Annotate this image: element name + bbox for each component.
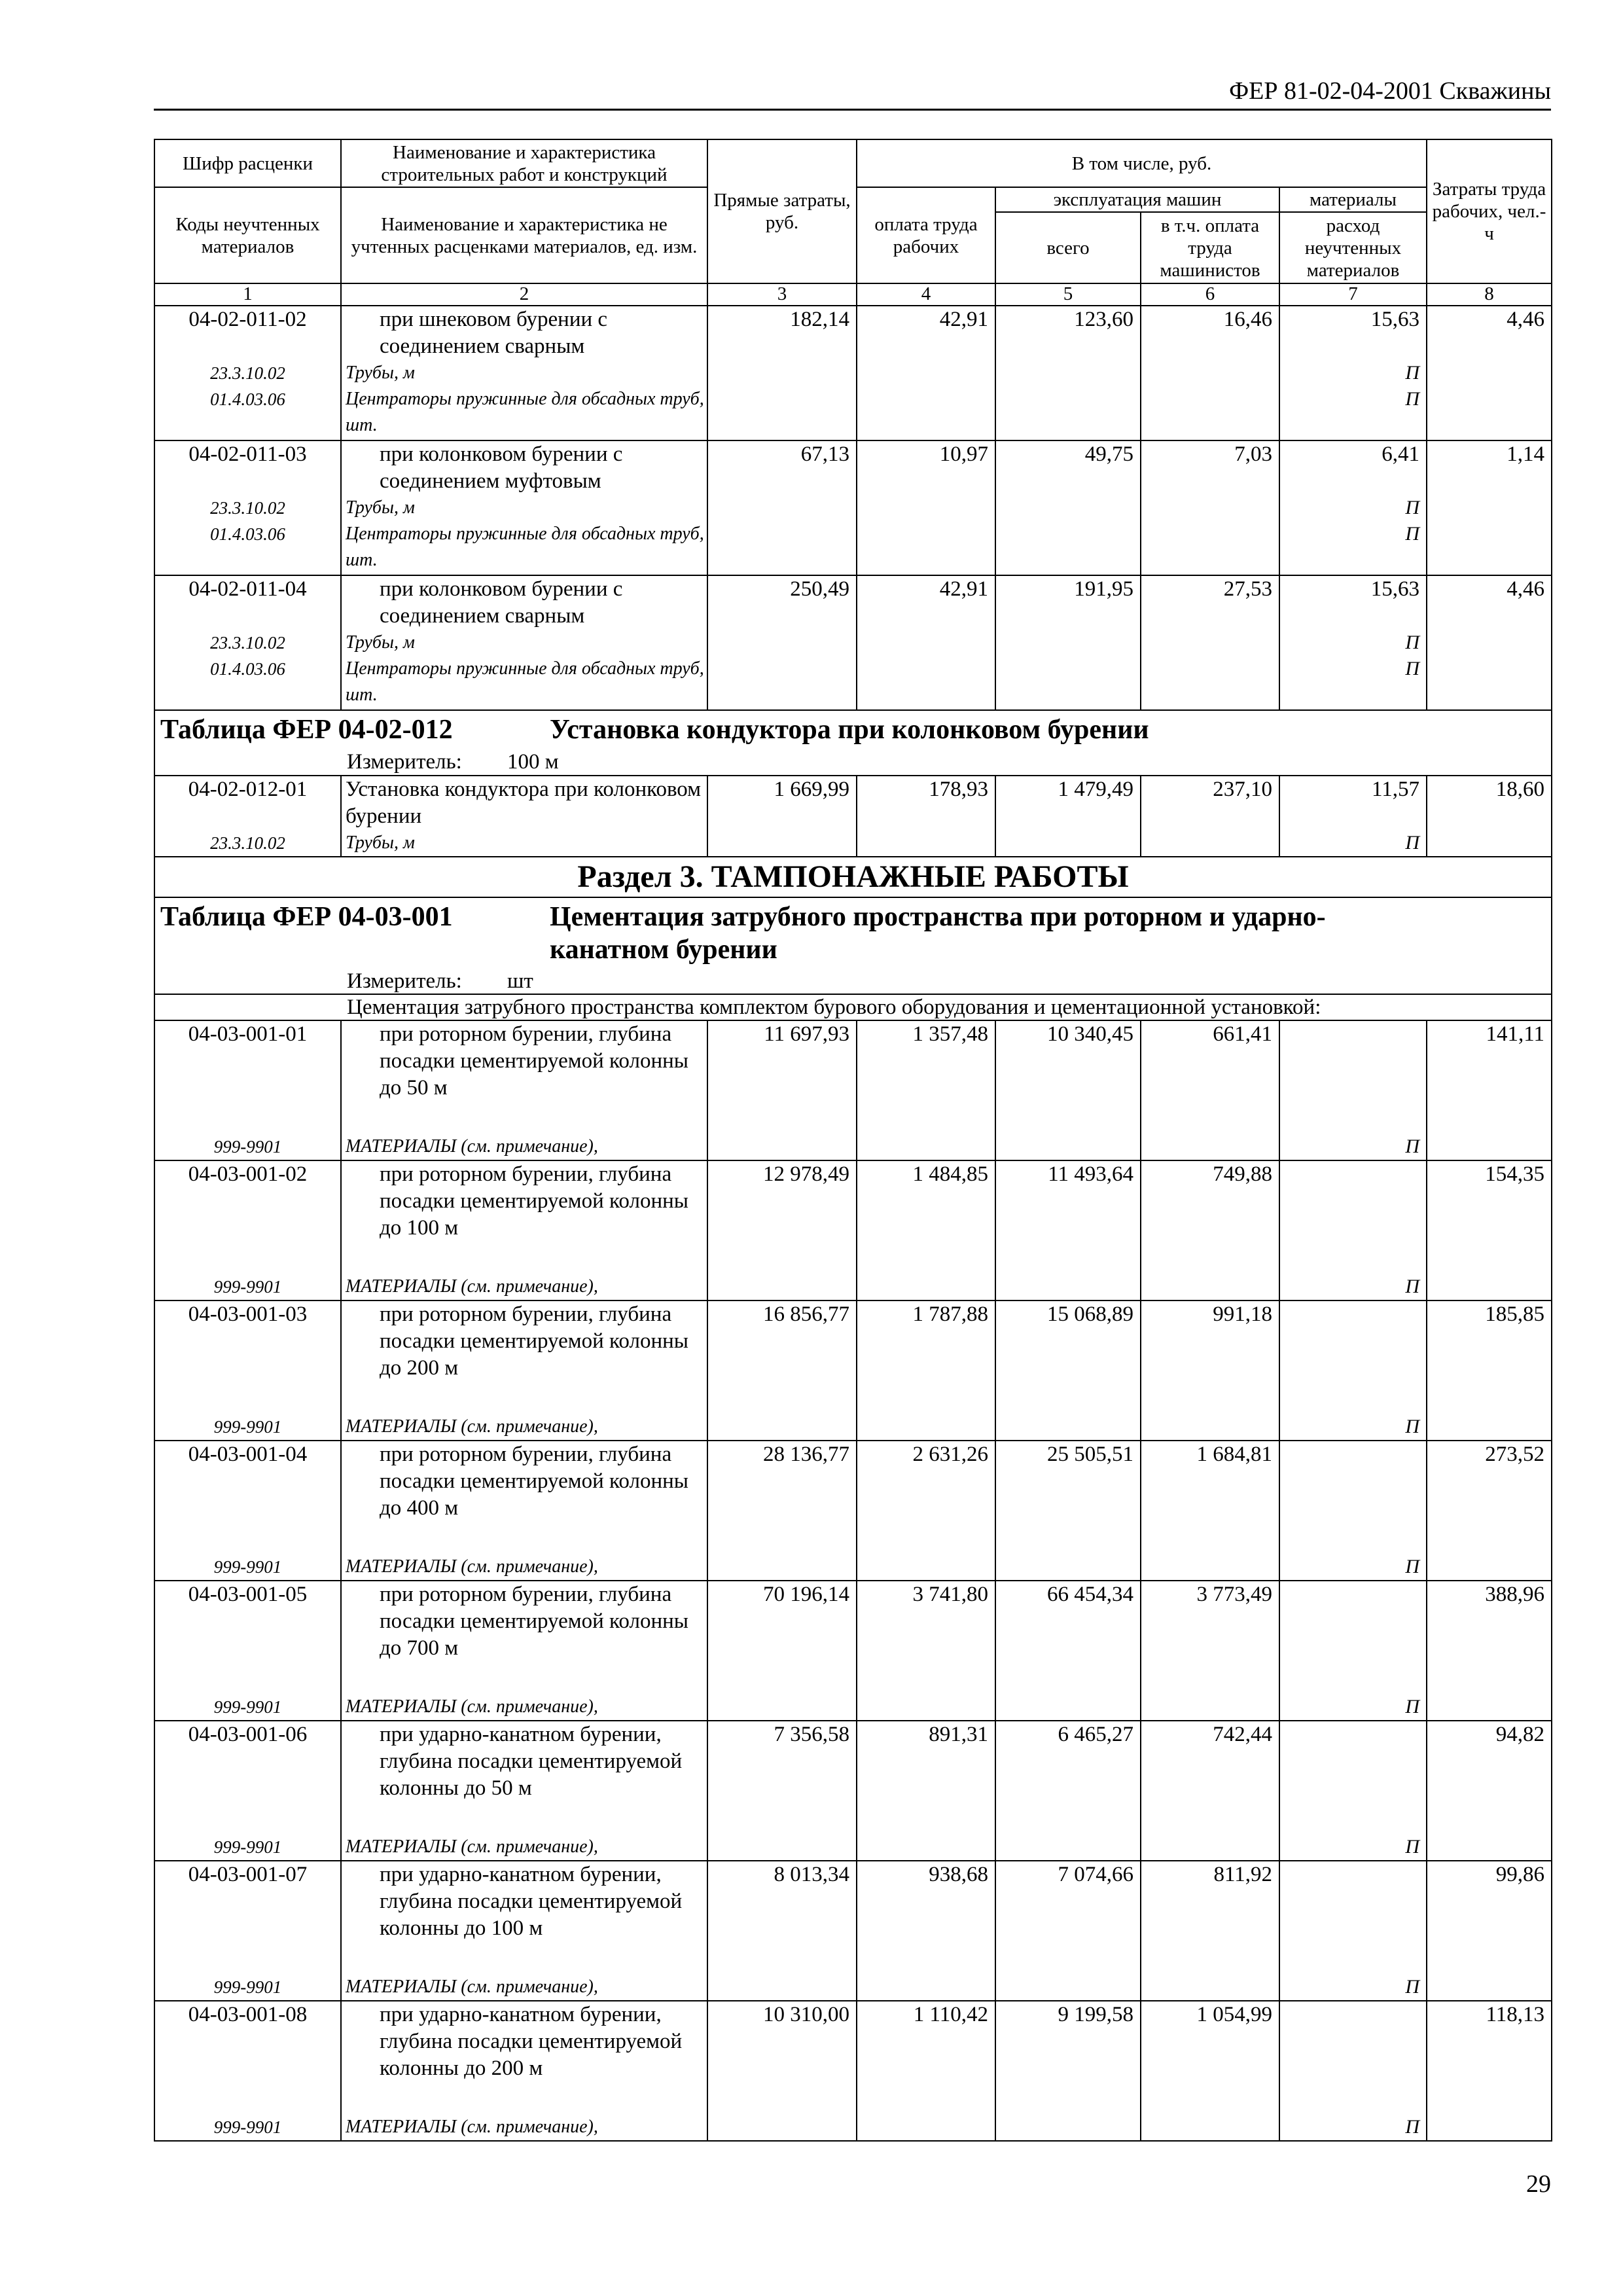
machinist-pay: 16,46: [1141, 306, 1279, 440]
material-flag: П: [1405, 388, 1419, 410]
machinist-pay: 749,88: [1141, 1160, 1279, 1300]
labor-hours: 94,82: [1427, 1721, 1552, 1861]
table-row: [154, 575, 1552, 710]
direct-costs: 8 013,34: [707, 1861, 857, 2001]
machines-total: 9 199,58: [995, 2001, 1141, 2141]
table-row: [154, 1721, 1552, 1861]
labor-hours: 1,14: [1427, 440, 1552, 575]
direct-costs: 16 856,77: [707, 1300, 857, 1441]
material-code: 23.3.10.02: [210, 633, 285, 653]
labor-hours: 99,86: [1427, 1861, 1552, 2001]
material-code: 999-9901: [213, 1837, 282, 1857]
machinist-pay: 7,03: [1141, 440, 1279, 575]
measure-row: [154, 749, 1552, 776]
table-row: [154, 440, 1552, 575]
material-flag: П: [1405, 2116, 1419, 2138]
machines-total: 7 074,66: [995, 1861, 1141, 2001]
rate-code: 04-03-001-07: [188, 1863, 308, 1886]
table-title-row: [154, 897, 1552, 969]
rate-code: 04-03-001-02: [188, 1162, 308, 1186]
worker-pay: 3 741,80: [857, 1581, 995, 1721]
rate-name: при роторном бурении, глубина посадки цементируемой колонны до 400 м: [380, 1443, 688, 1520]
labor-hours: 388,96: [1427, 1581, 1552, 1721]
worker-pay: 1 787,88: [857, 1300, 995, 1441]
col-number: 5: [995, 283, 1141, 306]
direct-costs: 182,14: [707, 306, 857, 440]
machines-total: 66 454,34: [995, 1581, 1141, 1721]
col-material-names-header: Наименование и характеристика не учтенных расценками материалов, ед. изм.: [341, 187, 707, 283]
material-code: 999-9901: [213, 2117, 282, 2137]
machinist-pay: 811,92: [1141, 1861, 1279, 2001]
col-group-header: В том числе, руб.: [857, 139, 1427, 187]
measure-label: Измеритель:: [347, 750, 462, 774]
material-name: Трубы, м: [346, 497, 415, 518]
col-material-consumption: расход неучтенных материалов: [1279, 212, 1427, 283]
labor-hours: 141,11: [1427, 1020, 1552, 1160]
material-code: 999-9901: [213, 1277, 282, 1297]
rate-code: 04-02-011-03: [188, 442, 307, 466]
machines-total: 10 340,45: [995, 1020, 1141, 1160]
rate-name: при роторном бурении, глубина посадки цементируемой колонны до 700 м: [380, 1583, 688, 1660]
col-machines-total: всего: [995, 212, 1141, 283]
col-number: 3: [707, 283, 857, 306]
material-code: 23.3.10.02: [210, 498, 285, 518]
worker-pay: 1 110,42: [857, 2001, 995, 2141]
rates-table: [154, 139, 1552, 2142]
rate-code: 04-03-001-04: [188, 1443, 308, 1466]
rate-code: 04-02-011-02: [188, 308, 307, 331]
col-number: 2: [341, 283, 707, 306]
machines-total: 11 493,64: [995, 1160, 1141, 1300]
col-code-header: Шифр расценки: [154, 139, 341, 187]
direct-costs: 12 978,49: [707, 1160, 857, 1300]
worker-pay: 42,91: [857, 575, 995, 710]
page-number: 29: [1526, 2170, 1551, 2198]
rate-code: 04-03-001-08: [188, 2003, 308, 2026]
material-name: МАТЕРИАЛЫ (см. примечание),: [346, 1416, 598, 1437]
machines-total: 25 505,51: [995, 1441, 1141, 1581]
material-flag: П: [1405, 1416, 1419, 1437]
machines-total: 1 479,49: [995, 776, 1141, 857]
material-code: 999-9901: [213, 1557, 282, 1577]
table-row: [154, 306, 1552, 440]
material-code: 999-9901: [213, 1417, 282, 1437]
labor-hours: 154,35: [1427, 1160, 1552, 1300]
materials-value: 11,57: [1371, 778, 1419, 801]
rate-code: 04-03-001-01: [188, 1022, 308, 1046]
materials-value: 15,63: [1370, 308, 1419, 331]
rate-name: при колонковом бурении с соединением муфтовым: [380, 442, 623, 493]
rate-name: при шнековом бурении с соединением сварным: [380, 308, 608, 358]
col-name-header: Наименование и характеристика строительных работ и конструкций: [341, 139, 707, 187]
material-code: 23.3.10.02: [210, 833, 285, 853]
rate-name: при ударно-канатном бурении, глубина посадки цементируемой колонны до 100 м: [380, 1863, 683, 1940]
material-name: МАТЕРИАЛЫ (см. примечание),: [346, 1696, 598, 1717]
machinist-pay: 1 054,99: [1141, 2001, 1279, 2141]
machinist-pay: 742,44: [1141, 1721, 1279, 1861]
rate-name: при ударно-канатном бурении, глубина посадки цементируемой колонны до 200 м: [380, 2003, 683, 2080]
material-flag: П: [1405, 362, 1419, 384]
direct-costs: 70 196,14: [707, 1581, 857, 1721]
direct-costs: 11 697,93: [707, 1020, 857, 1160]
rate-name: при роторном бурении, глубина посадки цементируемой колонны до 100 м: [380, 1162, 688, 1240]
material-name: МАТЕРИАЛЫ (см. примечание),: [346, 1556, 598, 1577]
material-name: Центраторы пружинные для обсадных труб, шт.: [346, 524, 704, 570]
material-code: 01.4.03.06: [210, 524, 285, 544]
rate-name: при роторном бурении, глубина посадки цементируемой колонны до 200 м: [380, 1302, 688, 1380]
worker-pay: 2 631,26: [857, 1441, 995, 1581]
col-worker-pay: оплата труда рабочих: [857, 187, 995, 283]
material-code: 999-9901: [213, 1977, 282, 1997]
table-row: [154, 1160, 1552, 1300]
material-name: Трубы, м: [346, 833, 415, 853]
col-number: 1: [154, 283, 341, 306]
direct-costs: 67,13: [707, 440, 857, 575]
material-flag: П: [1405, 1836, 1419, 1857]
labor-hours: 4,46: [1427, 575, 1552, 710]
material-flag: П: [1405, 497, 1419, 518]
material-code: 23.3.10.02: [210, 363, 285, 383]
table-row: [154, 1581, 1552, 1721]
machinist-pay: 1 684,81: [1141, 1441, 1279, 1581]
material-name: Центраторы пружинные для обсадных труб, шт.: [346, 658, 704, 705]
material-flag: П: [1405, 832, 1419, 853]
material-code: 999-9901: [213, 1137, 282, 1157]
machines-total: 15 068,89: [995, 1300, 1141, 1441]
col-direct-costs: Прямые затраты, руб.: [707, 139, 857, 283]
table-title: Цементация затрубного пространства при роторном и ударно-канатном бурении: [550, 902, 1326, 965]
direct-costs: 1 669,99: [707, 776, 857, 857]
material-flag: П: [1405, 1556, 1419, 1577]
material-flag: П: [1405, 523, 1419, 545]
material-name: Трубы, м: [346, 363, 415, 383]
machinist-pay: 27,53: [1141, 575, 1279, 710]
material-code: 01.4.03.06: [210, 389, 285, 409]
worker-pay: 938,68: [857, 1861, 995, 2001]
material-name: Центраторы пружинные для обсадных труб, шт.: [346, 389, 704, 435]
table-title-row: [154, 710, 1552, 749]
rate-code: 04-03-001-05: [188, 1583, 308, 1606]
table-row: [154, 776, 1552, 857]
machinist-pay: 3 773,49: [1141, 1581, 1279, 1721]
col-number: 4: [857, 283, 995, 306]
table-row: [154, 1020, 1552, 1160]
table-row: [154, 1300, 1552, 1441]
rate-name: при ударно-канатном бурении, глубина посадки цементируемой колонны до 50 м: [380, 1723, 683, 1800]
measure-label: Измеритель:: [347, 969, 462, 993]
col-machinist-pay: в т.ч. оплата труда машинистов: [1141, 212, 1279, 283]
measure-unit: шт: [507, 969, 533, 993]
machines-total: 49,75: [995, 440, 1141, 575]
material-code: 01.4.03.06: [210, 659, 285, 679]
worker-pay: 178,93: [857, 776, 995, 857]
material-code: 999-9901: [213, 1697, 282, 1717]
machines-total: 123,60: [995, 306, 1141, 440]
rate-name: при колонковом бурении с соединением сварным: [380, 577, 623, 628]
material-flag: П: [1405, 1276, 1419, 1297]
material-flag: П: [1405, 658, 1419, 679]
worker-pay: 10,97: [857, 440, 995, 575]
worker-pay: 1 357,48: [857, 1020, 995, 1160]
col-number: 8: [1427, 283, 1552, 306]
worker-pay: 891,31: [857, 1721, 995, 1861]
material-name: МАТЕРИАЛЫ (см. примечание),: [346, 1276, 598, 1297]
machines-total: 191,95: [995, 575, 1141, 710]
material-flag: П: [1405, 1976, 1419, 1998]
machines-total: 6 465,27: [995, 1721, 1141, 1861]
worker-pay: 42,91: [857, 306, 995, 440]
col-labor-hours: Затраты труда рабочих, чел.-ч: [1427, 139, 1552, 283]
labor-hours: 4,46: [1427, 306, 1552, 440]
machinist-pay: 661,41: [1141, 1020, 1279, 1160]
machinist-pay: 991,18: [1141, 1300, 1279, 1441]
machinist-pay: 237,10: [1141, 776, 1279, 857]
materials-value: 6,41: [1382, 442, 1419, 466]
worker-pay: 1 484,85: [857, 1160, 995, 1300]
rate-code: 04-03-001-03: [188, 1302, 308, 1326]
materials-value: 15,63: [1370, 577, 1419, 601]
section-title: Раздел 3. ТАМПОНАЖНЫЕ РАБОТЫ: [154, 857, 1552, 897]
table-row: [154, 1861, 1552, 2001]
measure-unit: 100 м: [507, 750, 559, 774]
table-title: Установка кондуктора при колонковом бурении: [550, 715, 1149, 745]
rate-code: 04-02-011-04: [188, 577, 307, 601]
material-flag: П: [1405, 1696, 1419, 1717]
material-name: МАТЕРИАЛЫ (см. примечание),: [346, 2117, 598, 2137]
col-number: 7: [1279, 283, 1427, 306]
direct-costs: 250,49: [707, 575, 857, 710]
material-name: МАТЕРИАЛЫ (см. примечание),: [346, 1136, 598, 1157]
measure-row: [154, 969, 1552, 994]
direct-costs: 7 356,58: [707, 1721, 857, 1861]
labor-hours: 185,85: [1427, 1300, 1552, 1441]
material-name: Трубы, м: [346, 632, 415, 653]
table-number: Таблица ФЕР 04-03-001: [160, 902, 453, 932]
col-materials-header: материалы: [1279, 187, 1427, 212]
rate-code: 04-02-012-01: [188, 778, 308, 801]
col-machines-header: эксплуатация машин: [995, 187, 1279, 212]
table-row: [154, 2001, 1552, 2141]
table-row: [154, 1441, 1552, 1581]
direct-costs: 28 136,77: [707, 1441, 857, 1581]
labor-hours: 118,13: [1427, 2001, 1552, 2141]
rate-code: 04-03-001-06: [188, 1723, 308, 1746]
labor-hours: 18,60: [1427, 776, 1552, 857]
table-number: Таблица ФЕР 04-02-012: [160, 715, 453, 745]
material-name: МАТЕРИАЛЫ (см. примечание),: [346, 1837, 598, 1857]
material-flag: П: [1405, 1136, 1419, 1157]
material-name: МАТЕРИАЛЫ (см. примечание),: [346, 1977, 598, 1997]
labor-hours: 273,52: [1427, 1441, 1552, 1581]
page-header: ФЕР 81-02-04-2001 Скважины: [154, 73, 1551, 111]
material-flag: П: [1405, 632, 1419, 653]
col-number: 6: [1141, 283, 1279, 306]
direct-costs: 10 310,00: [707, 2001, 857, 2141]
rate-name: Установка кондуктора при колонковом бурении: [346, 778, 702, 828]
col-material-codes-header: Коды неучтенных материалов: [154, 187, 341, 283]
rate-name: при роторном бурении, глубина посадки цементируемой колонны до 50 м: [380, 1022, 688, 1100]
table-note: Цементация затрубного пространства комплектом бурового оборудования и цементационной установкой:: [154, 994, 1552, 1020]
